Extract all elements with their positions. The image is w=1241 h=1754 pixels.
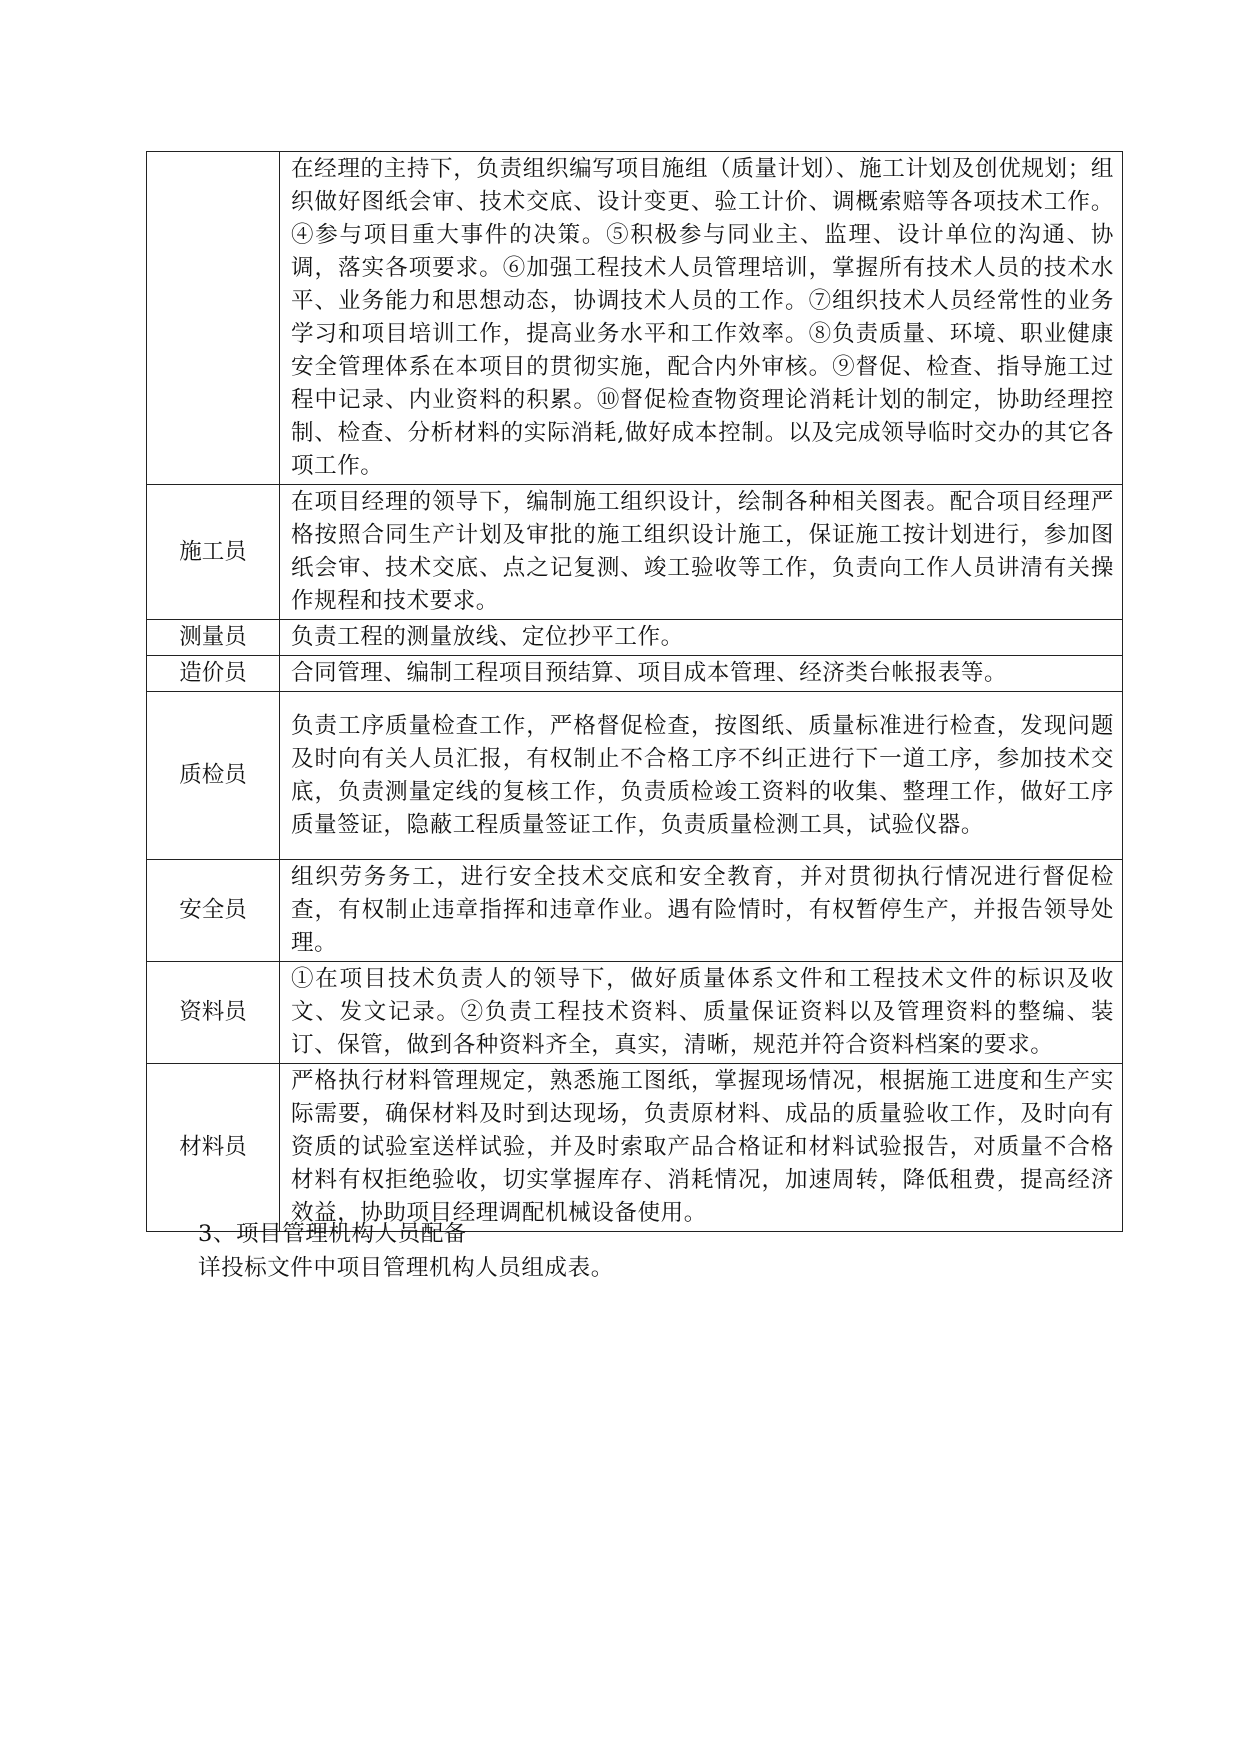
- table-row: [147, 152, 1123, 485]
- duty-cell: 在项目经理的领导下，编制施工组织设计，绘制各种相关图表。配合项目经理严格按照合同生产计划及审批的施工组织设计施工，保证施工按计划进行，参加图纸会审、技术交底、点之记复测、竣工验收等工作，负责向工作人员讲清有关操作规程和技术要求。: [280, 485, 1123, 620]
- section-body: 详投标文件中项目管理机构人员组成表。: [198, 1255, 614, 1281]
- table-row: [147, 485, 1123, 620]
- duty-cell: 合同管理、编制工程项目预结算、项目成本管理、经济类台帐报表等。: [280, 656, 1123, 692]
- role-cell: 质检员: [147, 692, 280, 860]
- role-cell: 安全员: [147, 860, 280, 962]
- section-heading: 3、项目管理机构人员配备: [198, 1221, 468, 1247]
- table-row: [147, 1064, 1123, 1232]
- duty-cell: 严格执行材料管理规定，熟悉施工图纸，掌握现场情况，根据施工进度和生产实际需要，确保材料及时到达现场，负责原材料、成品的质量验收工作，及时向有资质的试验室送样试验，并及时索取产品合格证和材料试验报告，对质量不合格材料有权拒绝验收，切实掌握库存、消耗情况，加速周转，降低租费，提高经济效益，协助项目经理调配机械设备使用。: [280, 1064, 1123, 1232]
- table-row: [147, 962, 1123, 1064]
- table-row: [147, 860, 1123, 962]
- role-cell: 材料员: [147, 1064, 280, 1232]
- table-row: [147, 620, 1123, 656]
- role-cell: 施工员: [147, 485, 280, 620]
- duty-cell: 负责工程的测量放线、定位抄平工作。: [280, 620, 1123, 656]
- duty-cell: 负责工序质量检查工作，严格督促检查，按图纸、质量标准进行检查，发现问题及时向有关人员汇报，有权制止不合格工序不纠正进行下一道工序，参加技术交底，负责测量定线的复核工作，负责质检竣工资料的收集、整理工作，做好工序质量签证，隐蔽工程质量签证工作，负责质量检测工具，试验仪器。: [280, 692, 1123, 860]
- duty-cell: 组织劳务务工，进行安全技术交底和安全教育，并对贯彻执行情况进行督促检查，有权制止违章指挥和违章作业。遇有险情时，有权暂停生产，并报告领导处理。: [280, 860, 1123, 962]
- role-cell: 资料员: [147, 962, 280, 1064]
- role-cell: 测量员: [147, 620, 280, 656]
- duty-cell: 在经理的主持下，负责组织编写项目施组（质量计划）、施工计划及创优规划；组织做好图纸会审、技术交底、设计变更、验工计价、调概索赔等各项技术工作。④参与项目重大事件的决策。⑤积极参与同业主、监理、设计单位的沟通、协调，落实各项要求。⑥加强工程技术人员管理培训，掌握所有技术人员的技术水平、业务能力和思想动态，协调技术人员的工作。⑦组织技术人员经常性的业务学习和项目培训工作，提高业务水平和工作效率。⑧负责质量、环境、职业健康安全管理体系在本项目的贯彻实施，配合内外审核。⑨督促、检查、指导施工过程中记录、内业资料的积累。⑩督促检查物资理论消耗计划的制定，协助经理控制、检查、分析材料的实际消耗,做好成本控制。以及完成领导临时交办的其它各项工作。: [280, 152, 1123, 485]
- duty-cell: ①在项目技术负责人的领导下，做好质量体系文件和工程技术文件的标识及收文、发文记录。②负责工程技术资料、质量保证资料以及管理资料的整编、装订、保管，做到各种资料齐全，真实，清晰，规范并符合资料档案的要求。: [280, 962, 1123, 1064]
- table-row: [147, 692, 1123, 860]
- role-cell: [147, 152, 280, 485]
- duty-table: [146, 151, 1123, 1232]
- role-cell: 造价员: [147, 656, 280, 692]
- table-row: [147, 656, 1123, 692]
